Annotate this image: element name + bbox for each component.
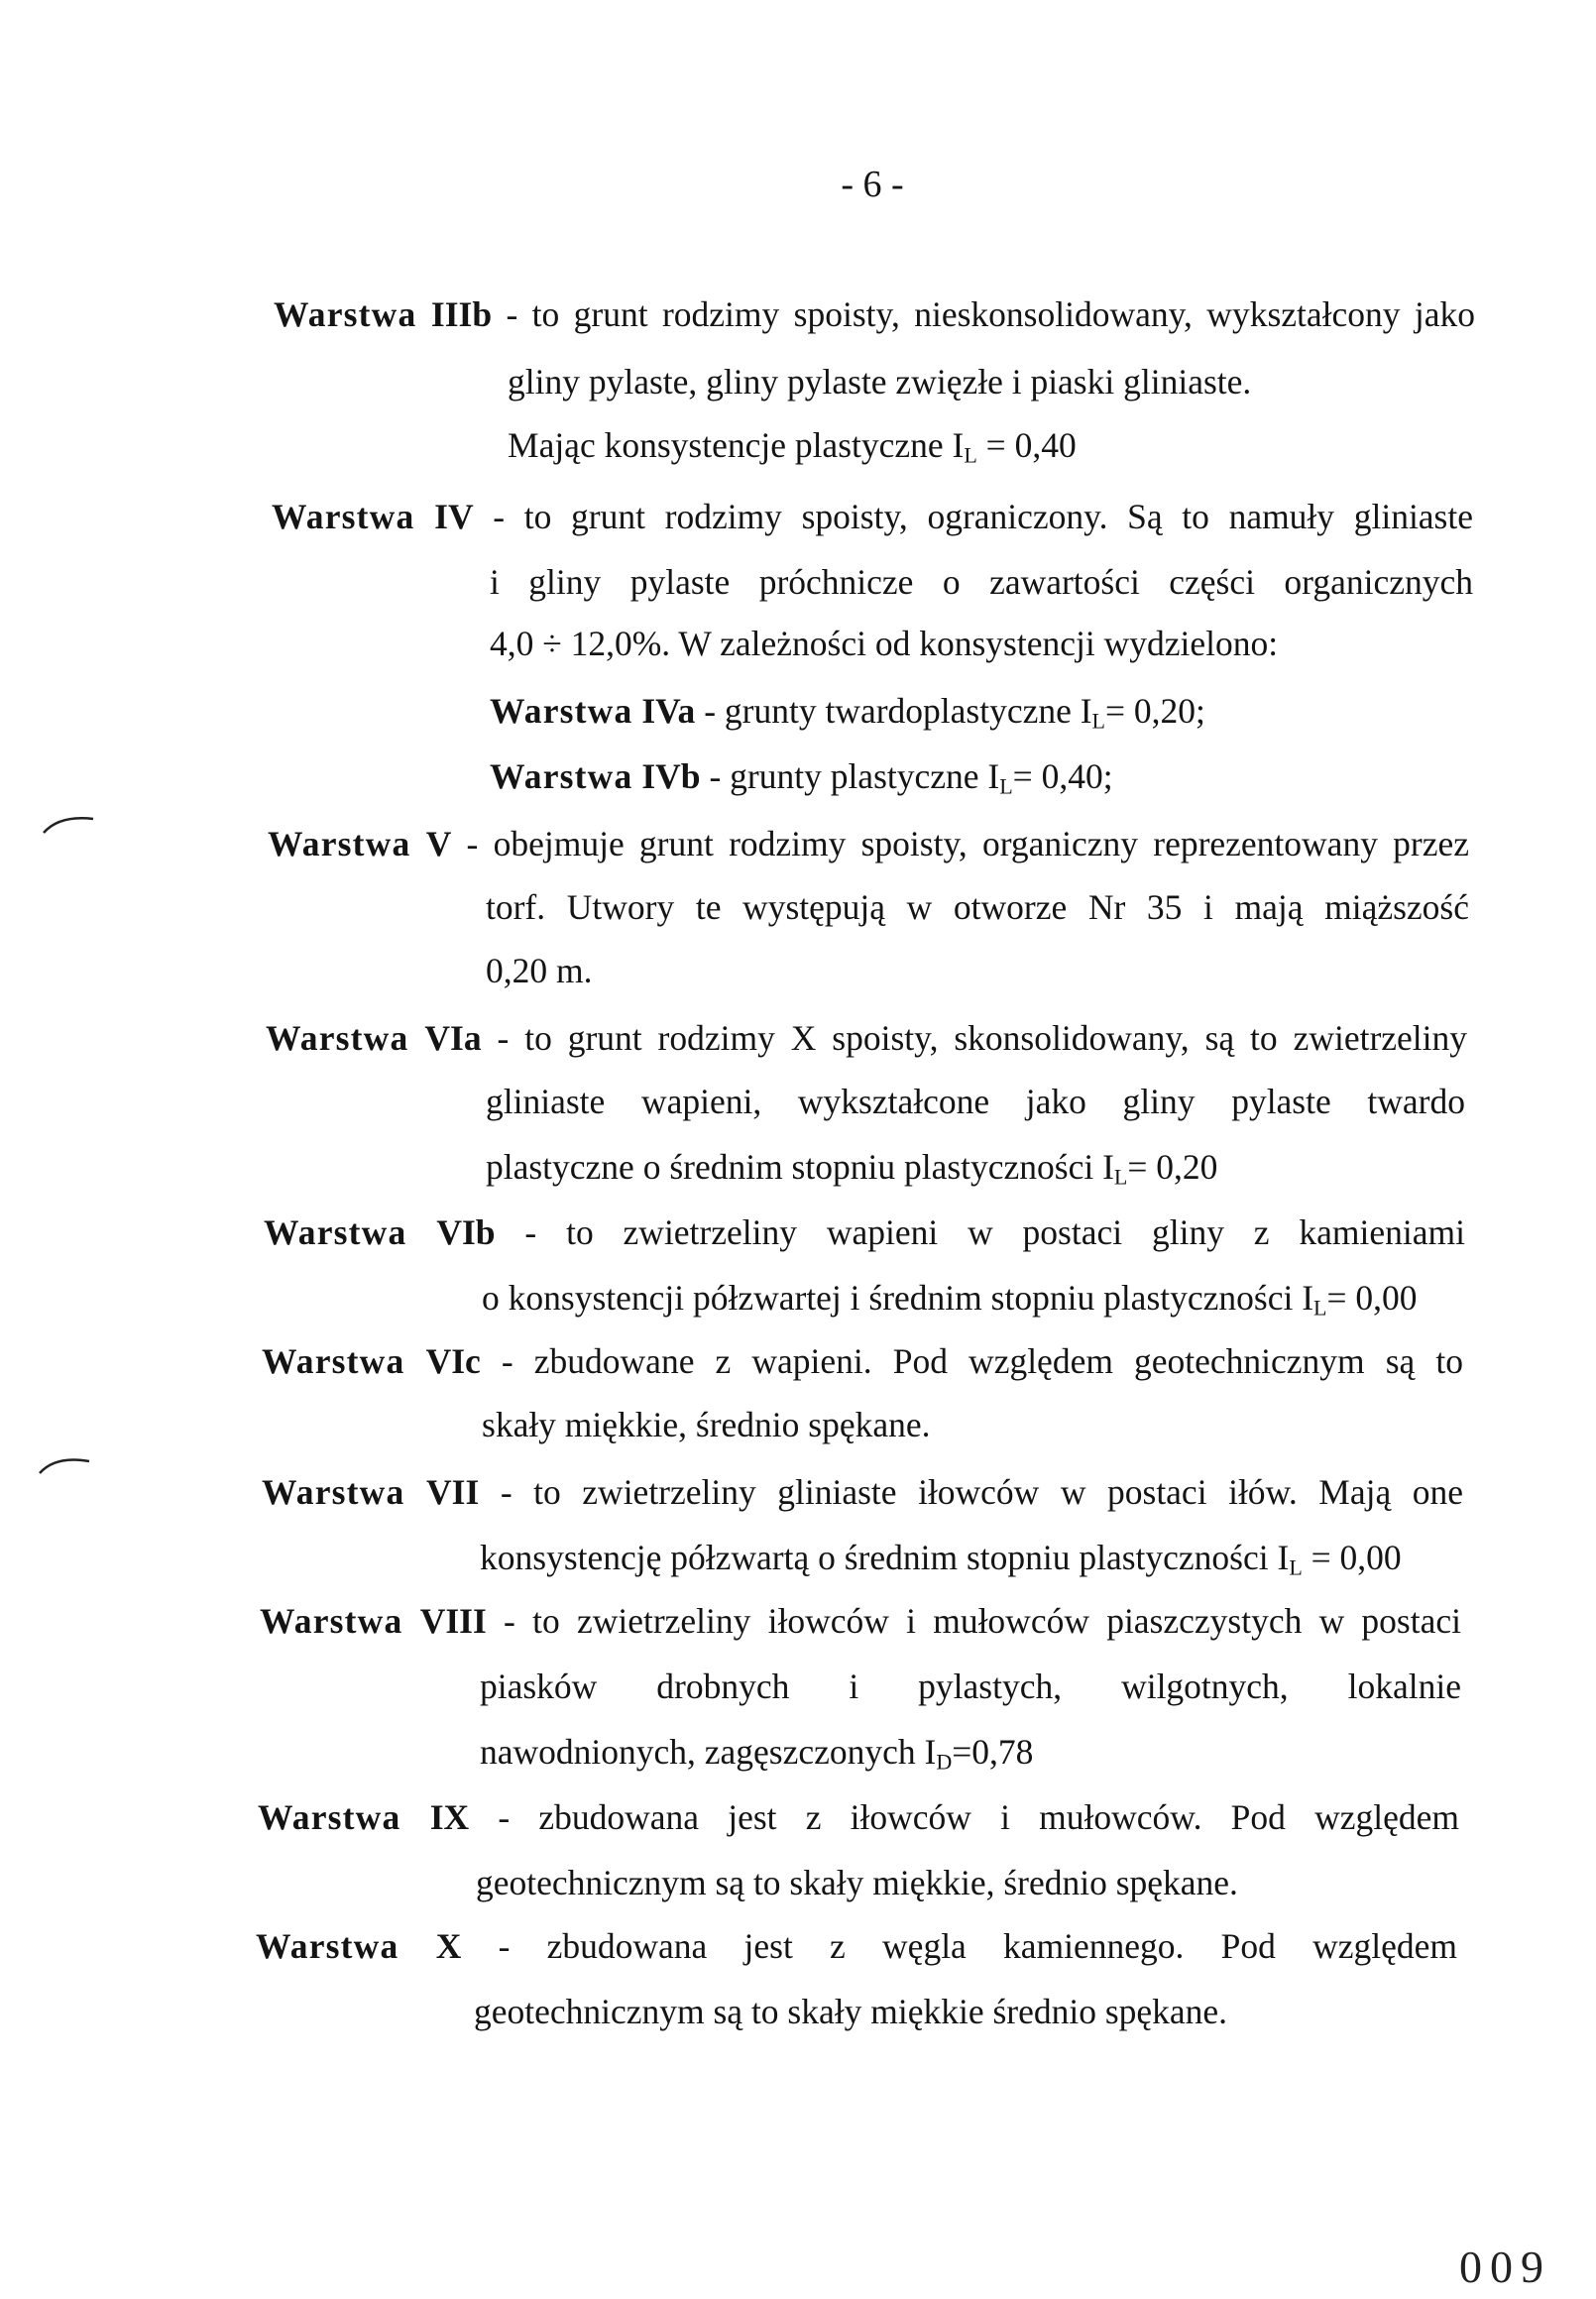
layer-vib-line-2 <box>482 1278 1418 1321</box>
layer-id: VIb <box>436 1212 496 1252</box>
layer-viii-line-2: piasków drobnych i pylastych, wilgotnych, lokalnie <box>480 1667 1461 1706</box>
layer-label: Warstwa <box>264 1212 407 1252</box>
layer-id: VIII <box>419 1601 487 1641</box>
layer-description: - to zwietrzeliny wapieni w postaci gliny z kamieniami <box>495 1212 1465 1252</box>
text-segment: = 0,00 <box>1302 1538 1402 1577</box>
layer-ix-line-2: geotechnicznym są to skały miękkie, średnio spękane. <box>476 1863 1238 1902</box>
margin-mark <box>36 1449 95 1479</box>
layer-description: - to zwietrzeliny gliniaste iłowców w postaci iłów. Mają one <box>479 1472 1464 1512</box>
layer-id: V <box>425 824 452 863</box>
layer-label: Warstwa <box>256 1926 399 1966</box>
layer-iva-line <box>490 691 1205 734</box>
layer-label: Warstwa <box>272 497 415 536</box>
text-segment: plastyczne o średnim stopniu plastyczności I <box>486 1147 1114 1187</box>
layer-iv-line-2: i gliny pylaste próchnicze o zawartości części organicznych <box>490 562 1473 602</box>
text-segment: konsystencję półzwartą o średnim stopniu plastyczności I <box>480 1538 1290 1577</box>
layer-ivb-line <box>490 756 1113 799</box>
subscript: L <box>964 442 977 468</box>
layer-id: IVb <box>641 756 701 796</box>
layer-vic-line-1 <box>262 1341 1464 1381</box>
layer-x-line-2: geotechnicznym są to skały miękkie średnio spękane. <box>474 1992 1228 2031</box>
subscript: D <box>936 1749 953 1775</box>
text-segment: Mając konsystencje plastyczne I <box>508 425 965 465</box>
layer-label: Warstwa <box>258 1797 401 1837</box>
layer-description: - to grunt rodzimy spoisty, nieskonsolidowany, wykształcony jako <box>492 294 1476 334</box>
layer-iv-line-1 <box>272 497 1473 536</box>
layer-label: Warstwa <box>260 1601 403 1641</box>
layer-x-line-1 <box>256 1926 1457 1966</box>
layer-via-line-2: gliniaste wapieni, wykształcone jako gliny pylaste twardo <box>486 1082 1465 1121</box>
layer-description: - to grunt rodzimy X spoisty, skonsolidowany, są to zwietrzeliny <box>481 1018 1467 1058</box>
layer-iiib-line-1 <box>274 294 1476 334</box>
text-segment: o konsystencji półzwartej i średnim stopniu plastyczności I <box>482 1278 1314 1318</box>
layer-v-line-1 <box>268 824 1470 863</box>
layer-iiib-line-2: gliny pylaste, gliny pylaste zwięzłe i piaski gliniaste. <box>508 362 1252 402</box>
text-segment: = 0,20; <box>1105 691 1205 731</box>
layer-iiib-line-3 <box>508 425 1077 468</box>
layer-via-line-3 <box>486 1147 1218 1190</box>
layer-iv-line-3: 4,0 ÷ 12,0%. W zależności od konsystencji wydzielono: <box>490 624 1279 663</box>
layer-description: - zbudowane z wapieni. Pod względem geotechnicznym są to <box>480 1341 1464 1381</box>
subscript: L <box>1091 708 1105 734</box>
layer-label: Warstwa <box>262 1341 405 1381</box>
layer-description: - to zwietrzeliny iłowców i mułowców piaszczystych w postaci <box>486 1601 1461 1641</box>
layer-id: VII <box>426 1472 480 1512</box>
layer-label: Warstwa <box>266 1018 409 1058</box>
text-segment: - grunty plastyczne I <box>700 756 1000 796</box>
layer-v-line-2: torf. Utwory te występują w otworze Nr 35 i mają miąższość <box>486 887 1469 927</box>
layer-id: IV <box>434 497 474 536</box>
layer-description: - obejmuje grunt rodzimy spoisty, organiczny reprezentowany przez <box>451 824 1470 863</box>
margin-mark <box>40 809 99 839</box>
layer-viii-line-1 <box>260 1601 1461 1641</box>
text-segment: - grunty twardoplastyczne I <box>695 691 1092 731</box>
text-segment: = 0,00 <box>1326 1278 1418 1318</box>
layer-id: IVa <box>641 691 696 731</box>
text-segment: = 0,40 <box>976 425 1077 465</box>
subscript: L <box>999 773 1013 799</box>
layer-vii-line-2 <box>480 1538 1402 1580</box>
text-segment: = 0,20 <box>1127 1147 1218 1187</box>
layer-description: - zbudowana jest z węgla kamiennego. Pod względem <box>461 1926 1457 1966</box>
text-segment: = 0,40; <box>1012 756 1113 796</box>
subscript: L <box>1289 1554 1303 1580</box>
text-segment: =0,78 <box>952 1732 1034 1772</box>
subscript: L <box>1313 1295 1327 1321</box>
layer-id: VIc <box>425 1341 481 1381</box>
layer-label: Warstwa <box>274 294 417 334</box>
layer-v-line-3: 0,20 m. <box>486 951 593 990</box>
layer-description: - to grunt rodzimy spoisty, ograniczony. Są to namuły gliniaste <box>473 497 1473 536</box>
subscript: L <box>1113 1164 1128 1190</box>
layer-label: Warstwa <box>268 824 411 863</box>
layer-id: IX <box>429 1797 470 1837</box>
layer-label: Warstwa <box>490 756 633 796</box>
layer-vii-line-1 <box>262 1472 1464 1512</box>
layer-id: VIa <box>424 1018 482 1058</box>
layer-id: IIIb <box>430 294 493 334</box>
layer-ix-line-1 <box>258 1797 1460 1837</box>
text-segment: nawodnionych, zagęszczonych I <box>480 1732 937 1772</box>
layer-label: Warstwa <box>262 1472 405 1512</box>
page-number: - 6 - <box>841 164 904 205</box>
layer-description: - zbudowana jest z iłowców i mułowców. Pod względem <box>469 1797 1460 1837</box>
layer-vic-line-2: skały miękkie, średnio spękane. <box>482 1405 931 1444</box>
layer-viii-line-3 <box>480 1732 1034 1775</box>
layer-vib-line-1 <box>264 1212 1465 1252</box>
layer-via-line-1 <box>266 1018 1467 1058</box>
layer-label: Warstwa <box>490 691 633 731</box>
stamp-number: 009 <box>1459 2242 1551 2292</box>
layer-id: X <box>435 1926 462 1966</box>
